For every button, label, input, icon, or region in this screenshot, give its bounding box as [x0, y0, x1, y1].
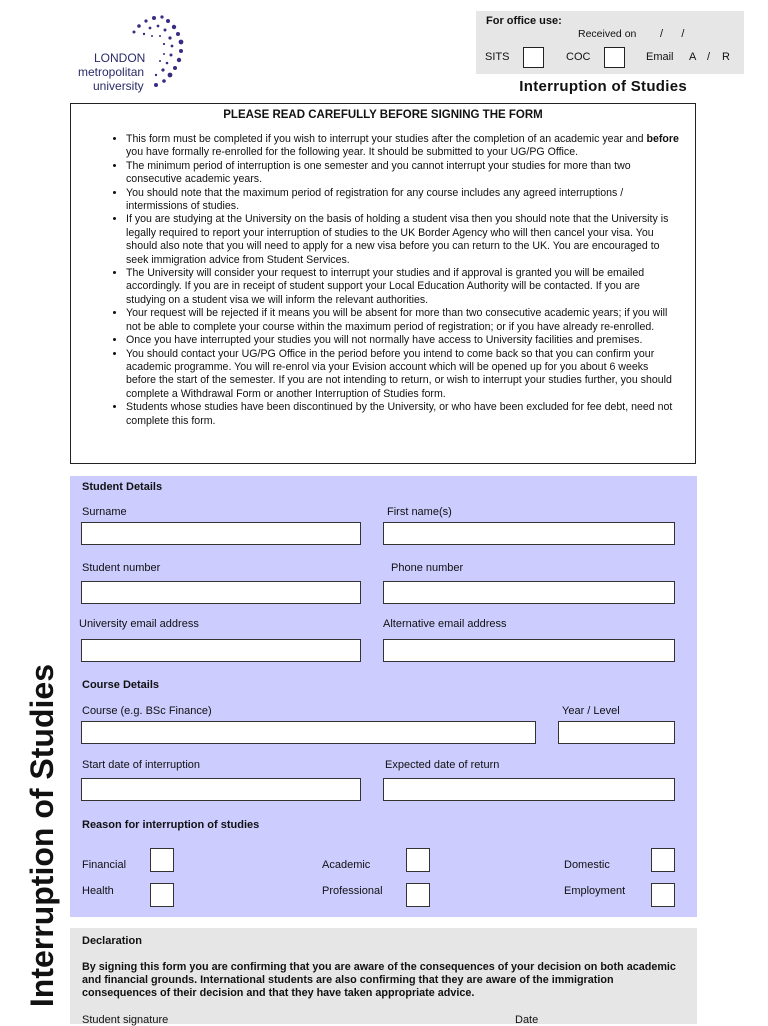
date-label: Date — [515, 1014, 539, 1026]
course-label: Course (e.g. BSc Finance) — [82, 705, 212, 717]
received-date-slashes: / / — [660, 28, 685, 40]
logo-line-1: LONDON — [94, 51, 146, 65]
surname-label: Surname — [82, 506, 127, 518]
alternative-email-label: Alternative email address — [383, 618, 507, 630]
reason-academic-label: Academic — [322, 859, 371, 871]
start-date-field[interactable] — [81, 778, 361, 801]
office-use-heading: For office use: — [486, 15, 562, 27]
phone-number-label: Phone number — [391, 562, 464, 574]
course-field[interactable] — [81, 721, 536, 744]
university-logo — [76, 14, 196, 94]
student-number-field[interactable] — [81, 581, 361, 604]
phone-number-field[interactable] — [383, 581, 675, 604]
reason-professional-label: Professional — [322, 885, 383, 897]
reason-domestic-checkbox[interactable] — [651, 848, 675, 872]
reason-health-checkbox[interactable] — [150, 883, 174, 907]
student-details-heading: Student Details — [82, 481, 163, 493]
alternative-email-field[interactable] — [383, 639, 675, 662]
first-name-field[interactable] — [383, 522, 675, 545]
sits-label: SITS — [485, 51, 510, 63]
instruction-item: • This form must be completed if you wish to interrupt your studies after the completion of an academic year and before you have formally re-enrolled for the following year. It should be submitted to your UG/PG Office. — [126, 133, 681, 160]
declaration-text: By signing this form you are confirming that you are aware of the consequences of your decision on both academic and financial grounds. International students are also confirming that they are aware of the immigration consequences of their decision and that they have taken appropriate advice. — [82, 961, 676, 999]
reason-heading: Reason for interruption of studies — [82, 819, 260, 831]
office-use-box — [476, 11, 744, 74]
reason-professional-checkbox[interactable] — [406, 883, 430, 907]
declaration-panel — [70, 928, 697, 1024]
return-date-label: Expected date of return — [385, 759, 500, 771]
return-date-field[interactable] — [383, 778, 675, 801]
student-details-panel — [70, 476, 697, 917]
reason-academic-checkbox[interactable] — [406, 848, 430, 872]
email-option-r[interactable]: R — [722, 51, 730, 63]
signature-label: Student signature — [82, 1014, 169, 1026]
instruction-item: • You should note that the maximum period of registration for any course includes any agreed interruptions / intermissions of studies. — [126, 187, 681, 214]
instructions-list — [71, 133, 695, 428]
instruction-item: • Once you have interrupted your studies you will not normally have access to University facilities and premises. — [126, 334, 681, 347]
reason-employment-checkbox[interactable] — [651, 883, 675, 907]
first-name-label: First name(s) — [387, 506, 452, 518]
instruction-item: • The University will consider your request to interrupt your studies and if approval is granted you will be emailed accordingly. If you are in receipt of student support your Local Education Authority will be contacted. If you are studying on a student visa we will inform the relevant authorities. — [126, 267, 681, 307]
year-level-label: Year / Level — [562, 705, 620, 717]
instruction-item: • If you are studying at the University on the basis of holding a student visa then you should note that the University is legally required to report your interruption of studies to the UK Border Agency who will then cancel your visa. You should also note that you will need to apply for a new visa before you can return to the UK. You are encouraged to seek immigration advice from Student Services. — [126, 213, 681, 267]
side-title: Interruption of Studies — [24, 664, 60, 1008]
course-details-heading: Course Details — [82, 679, 160, 691]
reason-health-label: Health — [82, 885, 114, 897]
logo-line-2: metropolitan — [78, 65, 145, 79]
student-number-label: Student number — [82, 562, 161, 574]
coc-label: COC — [566, 51, 591, 63]
instruction-item: • You should contact your UG/PG Office in the period before you intend to come back so that you can confirm your academic programme. You will re-enrol via your Evision account which will be opened up for you about 6 weeks before the start of the semester. If you are not intending to return, or wish to interrupt your studies further, you should complete a Withdrawal Form or another Interruption of Studies form. — [126, 348, 681, 402]
email-separator: / — [707, 51, 711, 63]
coc-checkbox[interactable] — [604, 47, 625, 68]
reason-financial-checkbox[interactable] — [150, 848, 174, 872]
sits-checkbox[interactable] — [523, 47, 544, 68]
instruction-item: • The minimum period of interruption is one semester and you cannot interrupt your studies for more than two consecutive academic years. — [126, 160, 681, 187]
logo-line-3: university — [93, 79, 144, 93]
instruction-item: • Your request will be rejected if it means you will be absent for more than two consecutive academic years; if you will not be able to complete your course within the maximum period of registration; or if you have already re-enrolled. — [126, 307, 681, 334]
email-label: Email — [646, 51, 674, 63]
instructions-heading: PLEASE READ CAREFULLY BEFORE SIGNING THE FORM — [223, 109, 543, 121]
reason-domestic-label: Domestic — [564, 859, 610, 871]
form-title: Interruption of Studies — [519, 78, 687, 95]
university-email-label: University email address — [79, 618, 199, 630]
instructions-box — [70, 103, 696, 464]
instruction-item: • Students whose studies have been discontinued by the University, or who have been excluded for fee debt, need not complete this form. — [126, 401, 681, 428]
university-email-field[interactable] — [81, 639, 361, 662]
year-level-field[interactable] — [558, 721, 675, 744]
surname-field[interactable] — [81, 522, 361, 545]
email-option-a[interactable]: A — [689, 51, 697, 63]
reason-employment-label: Employment — [564, 885, 626, 897]
declaration-heading: Declaration — [82, 935, 142, 947]
reason-financial-label: Financial — [82, 859, 127, 871]
start-date-label: Start date of interruption — [82, 759, 201, 771]
received-on-label: Received on — [578, 28, 637, 40]
